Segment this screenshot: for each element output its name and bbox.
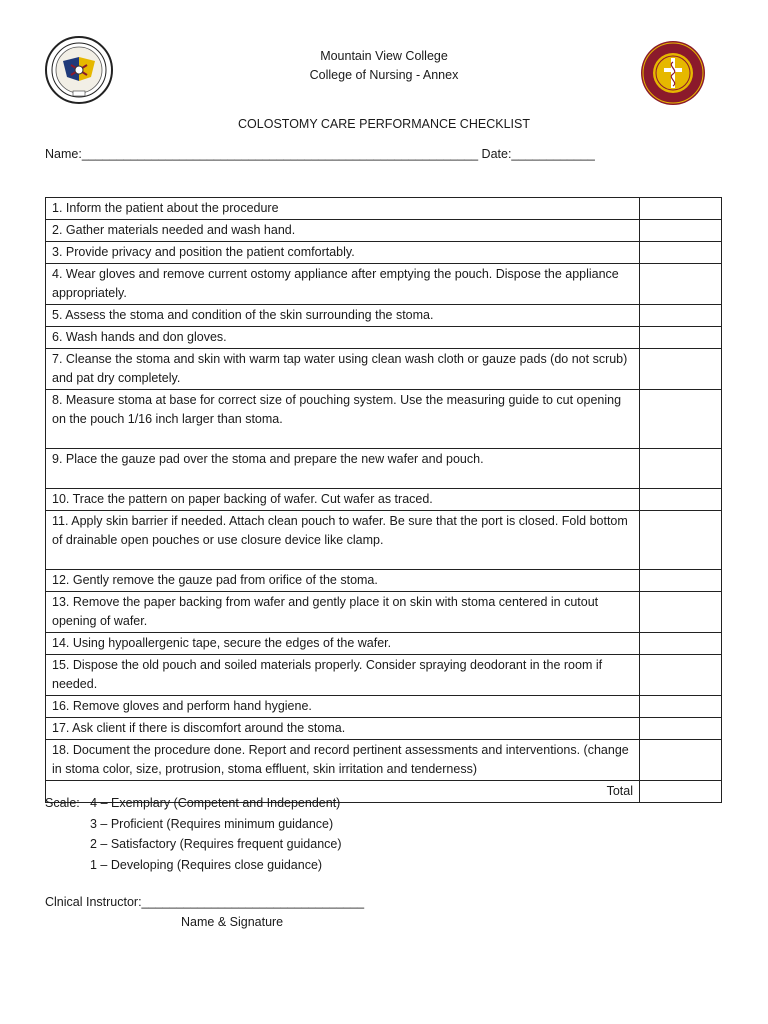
score-cell[interactable]	[640, 592, 722, 633]
department-name: College of Nursing - Annex	[309, 68, 459, 82]
table-row	[46, 489, 722, 511]
table-row	[46, 220, 722, 242]
instructor-signature-field[interactable]: Clnical Instructor:________________________________	[45, 895, 365, 909]
score-cell[interactable]	[640, 718, 722, 740]
checklist-item: 2. Gather materials needed and wash hand.	[46, 220, 640, 242]
scale-level: 4 – Exemplary (Competent and Independent)	[90, 796, 341, 810]
score-cell[interactable]	[640, 220, 722, 242]
table-row	[46, 264, 722, 305]
checklist-item: 17. Ask client if there is discomfort around the stoma.	[46, 718, 640, 740]
checklist-item: 1. Inform the patient about the procedure	[46, 198, 640, 220]
scale-legend	[45, 793, 342, 875]
table-row	[46, 449, 722, 489]
scale-level: 2 – Satisfactory (Requires frequent guidance)	[90, 837, 342, 851]
score-cell[interactable]	[640, 349, 722, 390]
score-cell[interactable]	[640, 570, 722, 592]
score-cell[interactable]	[640, 449, 722, 489]
score-cell[interactable]	[640, 305, 722, 327]
scale-level: 1 – Developing (Requires close guidance)	[90, 857, 323, 872]
table-row	[46, 242, 722, 264]
school-name: Mountain View College	[320, 49, 448, 63]
nursing-seal-icon	[640, 40, 706, 106]
score-cell[interactable]	[640, 696, 722, 718]
table-row	[46, 740, 722, 781]
signature-caption: Name & Signature	[181, 915, 284, 929]
checklist-table	[45, 197, 722, 803]
checklist-item: 6. Wash hands and don gloves.	[46, 327, 640, 349]
score-cell[interactable]	[640, 242, 722, 264]
document-title: COLOSTOMY CARE PERFORMANCE CHECKLIST	[238, 117, 530, 131]
checklist-item: 4. Wear gloves and remove current ostomy appliance after emptying the pouch. Dispose the appliance appropriately.	[46, 264, 640, 305]
table-row	[46, 655, 722, 696]
table-row	[46, 198, 722, 220]
checklist-item: 5. Assess the stoma and condition of the skin surrounding the stoma.	[46, 305, 640, 327]
score-cell[interactable]	[640, 633, 722, 655]
checklist-item: 10. Trace the pattern on paper backing of wafer. Cut wafer as traced.	[46, 489, 640, 511]
checklist-item: 7. Cleanse the stoma and skin with warm tap water using clean wash cloth or gauze pads (do not scrub) and pat dry completely.	[46, 349, 640, 390]
checklist-item: 11. Apply skin barrier if needed. Attach clean pouch to wafer. Be sure that the port is closed. Fold bottom of drainable open pouches or use closure device like clamp.	[46, 511, 640, 570]
table-row	[46, 570, 722, 592]
checklist-item: 14. Using hypoallergenic tape, secure the edges of the wafer.	[46, 633, 640, 655]
table-row	[46, 349, 722, 390]
table-row	[46, 718, 722, 740]
total-score-cell[interactable]	[640, 781, 722, 803]
table-row	[46, 592, 722, 633]
score-cell[interactable]	[640, 655, 722, 696]
table-row	[46, 305, 722, 327]
checklist-item: 16. Remove gloves and perform hand hygiene.	[46, 696, 640, 718]
table-row	[46, 390, 722, 449]
checklist-item: 3. Provide privacy and position the patient comfortably.	[46, 242, 640, 264]
score-cell[interactable]	[640, 511, 722, 570]
score-cell[interactable]	[640, 264, 722, 305]
table-row	[46, 633, 722, 655]
score-cell[interactable]	[640, 740, 722, 781]
checklist-item: 12. Gently remove the gauze pad from orifice of the stoma.	[46, 570, 640, 592]
table-row	[46, 511, 722, 570]
checklist-item: 8. Measure stoma at base for correct size of pouching system. Use the measuring guide to cut opening on the pouch 1/16 inch larger than stoma.	[46, 390, 640, 449]
checklist-item: 9. Place the gauze pad over the stoma and prepare the new wafer and pouch.	[46, 449, 640, 489]
score-cell[interactable]	[640, 390, 722, 449]
checklist-item: 15. Dispose the old pouch and soiled materials properly. Consider spraying deodorant in the room if needed.	[46, 655, 640, 696]
scale-level: 3 – Proficient (Requires minimum guidance)	[90, 816, 334, 831]
table-row	[46, 327, 722, 349]
checklist-item: 13. Remove the paper backing from wafer and gently place it on skin with stoma centered in cutout opening of wafer.	[46, 592, 640, 633]
name-date-field[interactable]: Name:_________________________________________________________ Date:____________	[45, 147, 595, 161]
score-cell[interactable]	[640, 489, 722, 511]
total-label: Total	[46, 781, 640, 803]
checklist-item: 18. Document the procedure done. Report and record pertinent assessments and interventions. (change in stoma color, size, protrusion, stoma effluent, skin irritation and tenderness)	[46, 740, 640, 781]
table-row	[46, 696, 722, 718]
score-cell[interactable]	[640, 198, 722, 220]
scale-label: Scale:	[45, 796, 80, 810]
score-cell[interactable]	[640, 327, 722, 349]
